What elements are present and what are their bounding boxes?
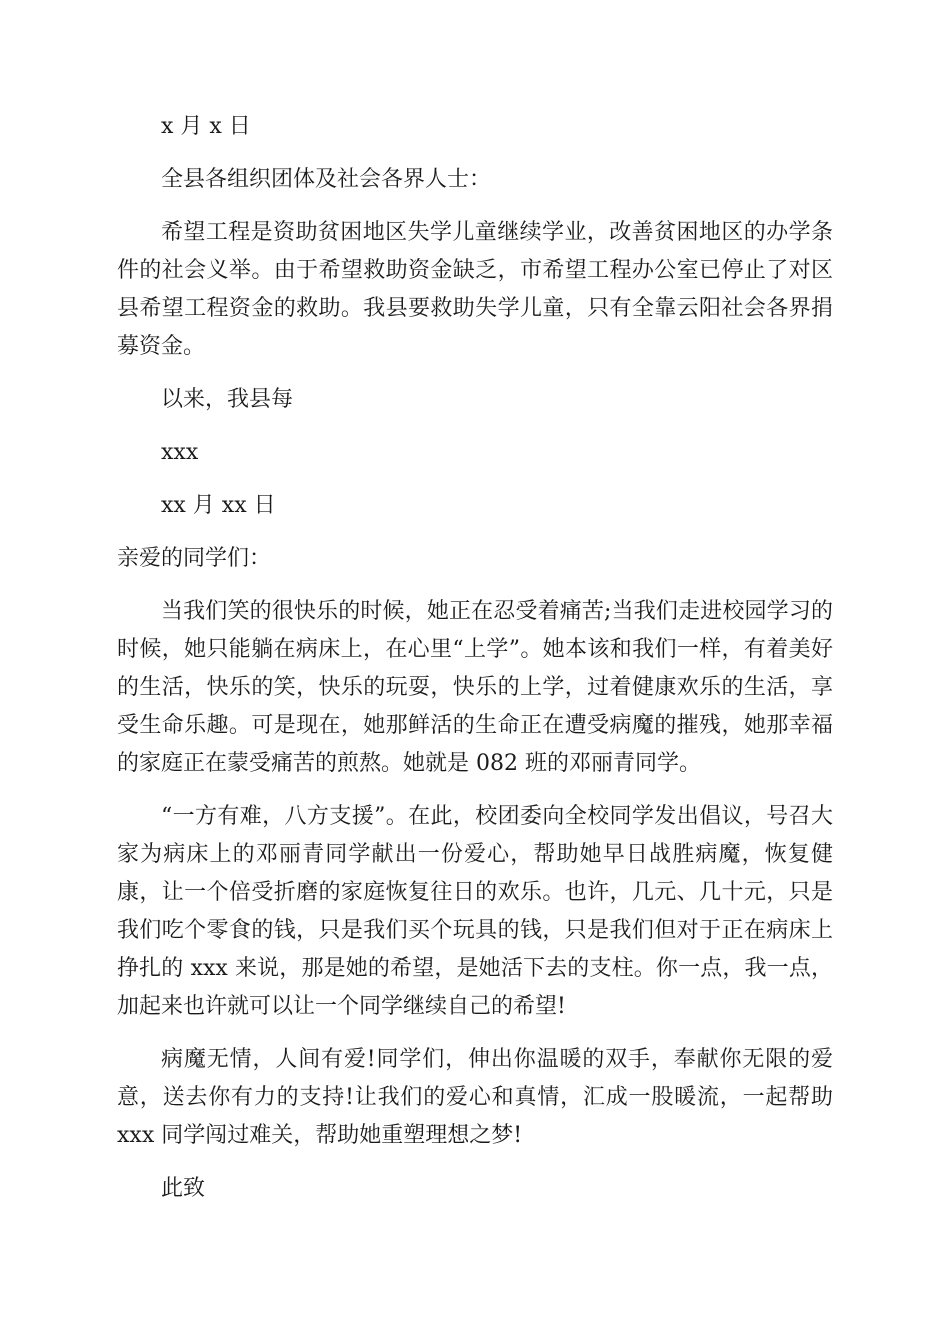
paragraph-5: 病魔无情，人间有爱!同学们，伸出你温暖的双手，奉献你无限的爱意，送去你有力的支持!让我们的爱心和真情，汇成一股暖流，一起帮助 xxx 同学闯过难关，帮助她重塑理想之梦!	[117, 1047, 833, 1148]
document-body	[117, 108, 833, 1208]
closing: 此致	[161, 1176, 206, 1201]
paragraph-3: 当我们笑的很快乐的时候，她正在忍受着痛苦;当我们走进校园学习的时候，她只能躺在病床上，在心里“上学”。她本该和我们一样，有着美好的生活，快乐的笑，快乐的玩耍，快乐的上学，过着健康欢乐的生活，享受生命乐趣。可是现在，她那鲜活的生命正在遭受病魔的摧残，她那幸福的家庭正在蒙受痛苦的煎熬。她就是 082 班的邓丽青同学。	[117, 599, 833, 776]
salutation-2: 亲爱的同学们：	[117, 546, 272, 571]
date-line-1: x 月 x 日	[161, 114, 251, 139]
paragraph-1: 希望工程是资助贫困地区失学儿童继续学业，改善贫困地区的办学条件的社会义举。由于希望救助资金缺乏，市希望工程办公室已停止了对区县希望工程资金的救助。我县要救助失学儿童，只有全靠云阳社会各界捐募资金。	[117, 220, 833, 359]
salutation-1: 全县各组织团体及社会各界人士：	[161, 167, 492, 192]
date-line-2: xx 月 xx 日	[161, 493, 276, 518]
paragraph-2: 以来，我县每	[161, 387, 294, 412]
paragraph-4: “一方有难，八方支援”。在此，校团委向全校同学发出倡议，号召大家为病床上的邓丽青同学献出一份爱心，帮助她早日战胜病魔，恢复健康，让一个倍受折磨的家庭恢复往日的欢乐。也许，几元、几十元，只是我们吃个零食的钱，只是我们买个玩具的钱，只是我们但对于正在病床上挣扎的 xxx 来说，那是她的希望，是她活下去的支柱。你一点，我一点，加起来也许就可以让一个同学继续自己的希望!	[117, 804, 833, 1019]
signature: xxx	[161, 440, 199, 465]
